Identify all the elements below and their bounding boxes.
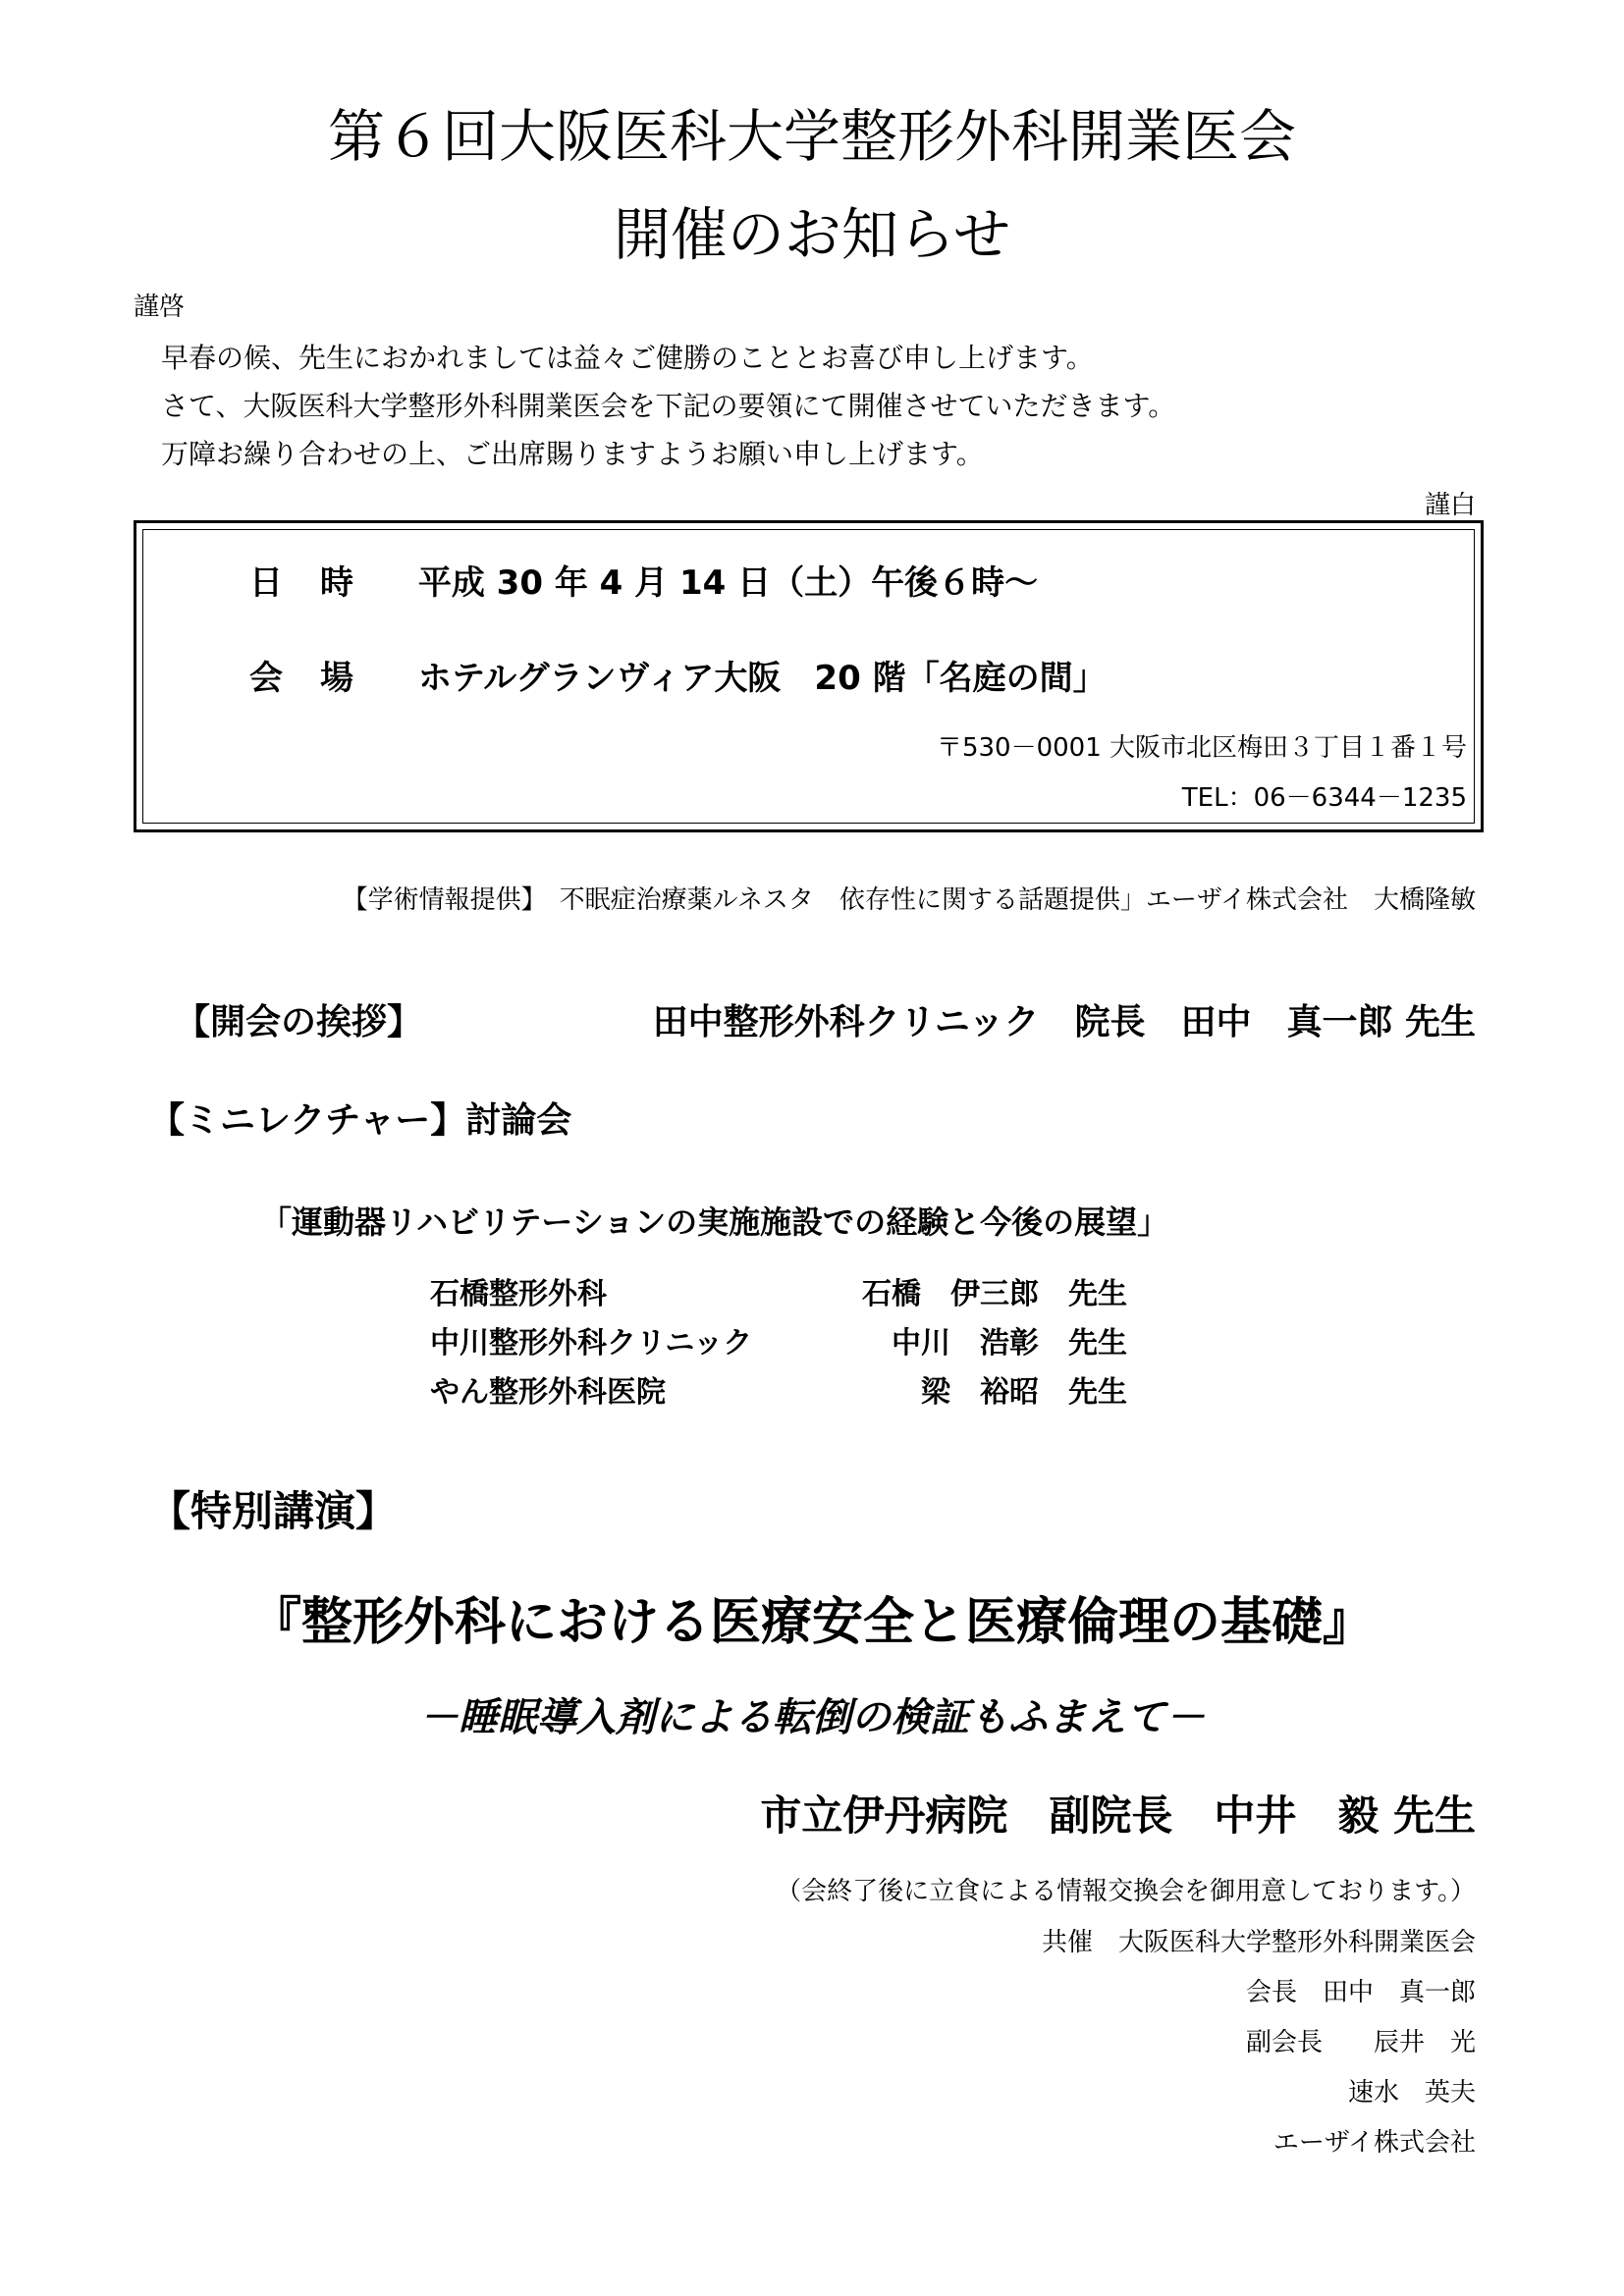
special-lecture-speaker: 市立伊丹病院 副院長 中井 毅 先生 [760,1791,1476,1840]
greeting-line: さて、大阪医科大学整形外科開業医会を下記の要領にて開催させていただきます。 [161,390,1176,422]
company-line: エーザイ株式会社 [1272,2128,1476,2158]
opening-remarks-speaker: 田中整形外科クリニック 院長 田中 真一郎 先生 [652,1002,1476,1042]
panelist-doctor: 梁 裕昭 先生 [921,1375,1127,1410]
event-tel: TEL：06－6344－1235 [1181,783,1467,813]
panelist-doctor: 中川 浩彰 先生 [892,1326,1127,1361]
panelist-clinic: 中川整形外科クリニック [430,1326,753,1361]
event-address: 〒530－0001 大阪市北区梅田３丁目１番１号 [936,733,1467,763]
panelist-row [430,1318,1127,1362]
greeting-closing: 謹白 [1424,491,1476,520]
special-lecture-title: 『整形外科における医療安全と医療倫理の基礎』 [249,1593,1374,1652]
member-line: 速水 英夫 [1347,2078,1476,2108]
greeting-line: 早春の候、先生におかれましては益々ご健勝のこととお喜び申し上げます。 [161,342,1094,374]
greeting-opening: 謹啓 [134,293,186,322]
event-date-row [249,556,1038,604]
mini-lecture-label: 【ミニレクチャー】討論会 [149,1100,572,1141]
page-subtitle: 開催のお知らせ [613,201,1011,268]
reception-note: （会終了後に立食による情報交換会を御用意しております。） [776,1877,1476,1906]
panelist-clinic: やん整形外科医院 [430,1375,666,1410]
panelist-row [430,1367,1127,1411]
panelist-row [430,1269,1127,1312]
cosponsor-line: 共催 大阪医科大学整形外科開業医会 [1041,1928,1476,1957]
president-line: 会長 田中 真一郎 [1245,1978,1476,2007]
event-date-value: 平成 30 年 4 月 14 日（土）午後６時～ [417,563,1039,603]
mini-lecture-title: 「運動器リハビリテーションの実施施設での経験と今後の展望」 [260,1203,1169,1241]
event-venue-value: ホテルグランヴィア大阪 20 階「名庭の間」 [417,659,1107,698]
event-venue-label: 会 場 [249,659,355,698]
panelist-clinic: 石橋整形外科 [430,1277,607,1311]
event-date-label: 日 時 [249,563,355,603]
event-details-box [134,520,1484,832]
special-lecture-subtitle: －睡眠導入剤による転倒の検証もふまえて－ [419,1695,1205,1740]
greeting-line: 万障お繰り合わせの上、ご出席賜りますようお願い申し上げます。 [161,438,984,470]
panelist-doctor: 石橋 伊三郎 先生 [862,1277,1127,1311]
event-venue-row [249,651,1107,699]
special-lecture-label: 【特別講演】 [149,1487,398,1535]
vice-president-line: 副会長 辰井 光 [1245,2028,1476,2057]
page-title: 第６回大阪医科大学整形外科開業医会 [327,103,1296,170]
opening-remarks-label: 【開会の挨拶】 [175,1002,423,1042]
academic-info: 【学術情報提供】 不眠症治療薬ルネスタ 依存性に関する話題提供」エーザイ株式会社 大橋隆敏 [342,885,1476,915]
